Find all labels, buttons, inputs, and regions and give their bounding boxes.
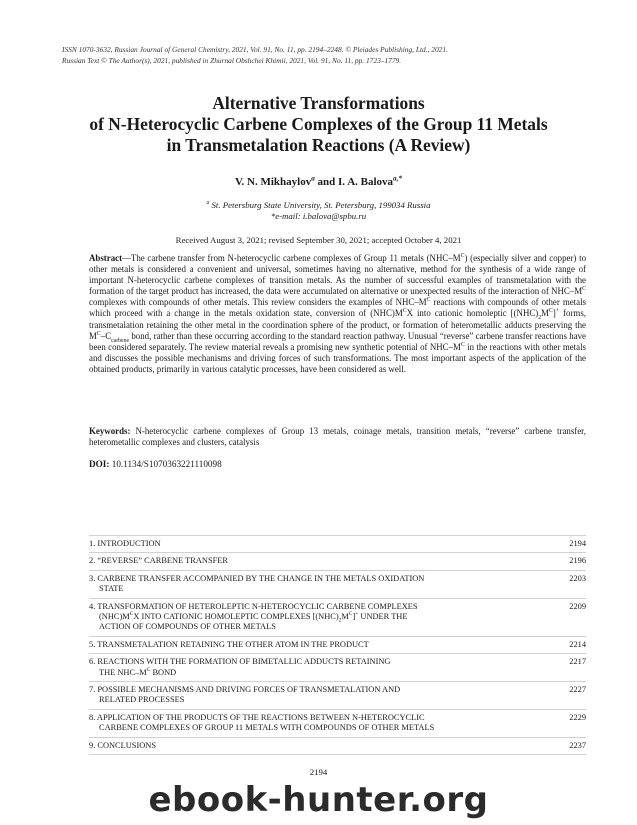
toc-entry-title-cont: STATE xyxy=(99,584,124,594)
author-1-affil-mark: a xyxy=(311,174,315,183)
toc-entry-page: 2196 xyxy=(569,556,586,566)
toc-entry[interactable] xyxy=(89,599,586,637)
received-dates: Received August 3, 2021; revised September 30, 2021; accepted October 4, 2021 xyxy=(175,235,462,245)
toc-entry-title-cont: RELATED PROCESSES xyxy=(99,695,185,705)
toc-entry[interactable] xyxy=(89,571,586,599)
toc-entry-page: 2229 xyxy=(569,712,586,722)
corresponding-email[interactable]: *e-mail: i.balova@spbu.ru xyxy=(270,211,367,221)
toc-text: ] xyxy=(352,612,356,622)
keywords xyxy=(89,426,586,448)
authors xyxy=(0,176,637,188)
doi xyxy=(89,459,586,469)
abstract-dash: — xyxy=(122,253,131,263)
toc-entry-title: 3. CARBENE TRANSFER ACCOMPANIED BY THE CHANGE IN THE METALS OXIDATION xyxy=(89,573,425,583)
toc-entry[interactable] xyxy=(89,535,586,553)
toc-sup: C xyxy=(146,666,151,673)
toc-entry[interactable] xyxy=(89,637,586,654)
abstract-text: X into cationic homoleptic [(NHC) xyxy=(406,308,539,319)
title-line-3: in Transmetalation Reactions (A Review) xyxy=(166,135,471,155)
abstract-sup: C xyxy=(402,308,407,315)
abstract-text: reactions with compounds of other metals which proceed with a change in the metals oxidation state, conversion of (NHC)M xyxy=(89,297,586,319)
abstract-text: M xyxy=(541,308,550,319)
doi-label: DOI: xyxy=(89,459,110,469)
abstract-text: forms, transmetalation retaining the other metal in the coordination sphere of the product, or formation of heterometallic adducts preserving the M xyxy=(89,308,586,341)
toc-entry-title: 2. “REVERSE” CARBENE TRANSFER xyxy=(89,556,228,566)
toc-entry-title-cont: CARBENE COMPLEXES OF GROUP 11 METALS WITH COMPOUNDS OF OTHER METALS xyxy=(99,723,435,733)
author-2: I. A. Balova xyxy=(338,176,394,188)
toc-entry-title: 7. POSSIBLE MECHANISMS AND DRIVING FORCES OF TRANSMETALATION AND xyxy=(89,685,401,695)
author-1: V. N. Mikhaylov xyxy=(235,176,312,188)
toc-entry[interactable] xyxy=(89,738,586,755)
toc-entry-page: 2227 xyxy=(569,685,586,695)
author-2-affil-mark: a,* xyxy=(393,174,402,183)
affiliation-mark: a xyxy=(206,200,210,207)
abstract-text: ] xyxy=(552,308,556,319)
toc-text: THE NHC–M xyxy=(99,667,147,677)
toc-entry[interactable] xyxy=(89,553,586,570)
doi-value[interactable]: 10.1134/S1070363221110098 xyxy=(109,459,222,469)
affiliation-text: St. Petersburg State University, St. Petersburg, 199034 Russia xyxy=(209,200,431,210)
toc-entry[interactable] xyxy=(89,654,586,682)
abstract-sub: 2 xyxy=(538,315,542,322)
abstract-text: bond, rather than these occurring according to the standard reaction pathway. Unusual “reverse” carbene transfer reactions have been considered separately. The review material reveals a promising new synthetic potential of NHC–M xyxy=(89,330,586,352)
article-title xyxy=(40,93,597,156)
abstract-sup: C xyxy=(549,308,553,315)
toc-entry-title-cont: ACTION OF COMPOUNDS OF OTHER METALS xyxy=(99,622,276,632)
toc-entry-title: 6. REACTIONS WITH THE FORMATION OF BIMETALLIC ADDUCTS RETAINING xyxy=(89,657,391,667)
title-line-1: Alternative Transformations xyxy=(212,93,425,113)
toc-entry-title: 1. INTRODUCTION xyxy=(89,539,161,548)
abstract-sup: C xyxy=(96,330,101,337)
toc-text: X INTO CATIONIC HOMOLEPTIC COMPLEXES [(NHC) xyxy=(133,612,339,622)
abstract-label: Abstract xyxy=(89,253,123,263)
toc-text: BOND xyxy=(150,667,177,677)
toc-text: (NHC)M xyxy=(99,612,130,622)
toc-sup: + xyxy=(355,611,359,618)
russian-text-citation: Russian Text © The Author(s), 2021, published in Zhurnal Obshchei Khimii, 2021, Vol. 91, No. 11, pp. 1723–1779. xyxy=(62,56,402,65)
abstract xyxy=(89,253,586,375)
toc-entry-page: 2209 xyxy=(569,601,586,611)
toc-entry-page: 2214 xyxy=(569,639,586,649)
abstract-text: complexes with compounds of other metals. This review considers the examples of NHC–M xyxy=(89,297,427,308)
toc-entry[interactable] xyxy=(89,710,586,738)
abstract-sup: C xyxy=(582,286,586,293)
journal-header xyxy=(62,44,582,66)
table-of-contents xyxy=(89,535,586,755)
watermark: ebook-hunter.org xyxy=(148,780,489,820)
toc-entry-title: 9. CONCLUSIONS xyxy=(89,740,157,750)
toc-sub: 2 xyxy=(338,617,342,624)
keywords-label: Keywords: xyxy=(89,426,131,436)
abstract-sup: C xyxy=(460,253,465,260)
keywords-text: N-heterocyclic carbene complexes of Group 13 metals, coinage metals, transition metals, “reverse” carbene transfer, heterometallic complexes and clusters, catalysis xyxy=(89,426,586,448)
toc-entry-title: 8. APPLICATION OF THE PRODUCTS OF THE REACTIONS BETWEEN N-HETEROCYCLIC xyxy=(89,712,425,722)
page-number: 2194 xyxy=(309,767,328,777)
toc-entry-page: 2194 xyxy=(569,539,586,548)
journal-citation: ISSN 1070-3632, Russian Journal of General Chemistry, 2021, Vol. 91, No. 11, pp. 2194–2248. © Pleiades Publishing, Ltd., 2021. xyxy=(62,45,448,54)
abstract-sup: + xyxy=(555,308,560,315)
toc-sup: C xyxy=(348,611,353,618)
toc-entry[interactable] xyxy=(89,682,586,710)
author-and: and xyxy=(314,176,339,188)
abstract-sub: carbene xyxy=(111,337,130,344)
abstract-sup: C xyxy=(460,341,465,348)
toc-entry-page: 2217 xyxy=(569,657,586,667)
toc-text: UNDER THE xyxy=(358,612,408,622)
abstract-text: ) (especially silver and copper) to other metals is considered a convenient and universal, sometimes having no alternative, method for the synthesis of a wide range of important N-heterocyclic carbene complexes of transition metals. As the number of successful examples of transmetalation with the formation of the target product has increased, the data were accumulated on alternative or unexpected results of the interaction of NHC–M xyxy=(89,253,587,297)
affiliation xyxy=(0,200,637,222)
abstract-text: The carbene transfer from N-heterocyclic carbene complexes of Group 11 metals (NHC–M xyxy=(130,253,461,263)
toc-entry-title: 4. TRANSFORMATION OF HETEROLEPTIC N-HETEROCYCLIC CARBENE COMPLEXES xyxy=(89,601,418,611)
toc-entry-title-cont xyxy=(89,668,529,678)
toc-entry-title: 5. TRANSMETALATION RETAINING THE OTHER ATOM IN THE PRODUCT xyxy=(89,639,369,649)
toc-entry-title-cont xyxy=(89,612,529,622)
abstract-sup: C xyxy=(426,297,431,304)
toc-entry-page: 2203 xyxy=(569,573,586,583)
title-line-2: of N-Heterocyclic Carbene Complexes of the Group 11 Metals xyxy=(89,114,548,134)
abstract-text: –C xyxy=(100,330,112,341)
abstract-text: in the reactions with other metals and discusses the possible mechanisms and driving forces of such transformations. The most important aspects of the application of the obtained products, primarily in various catalytic processes, have been considered as well. xyxy=(89,341,586,374)
toc-text: M xyxy=(341,612,349,622)
toc-sup: C xyxy=(129,611,134,618)
toc-entry-page: 2237 xyxy=(569,740,586,750)
